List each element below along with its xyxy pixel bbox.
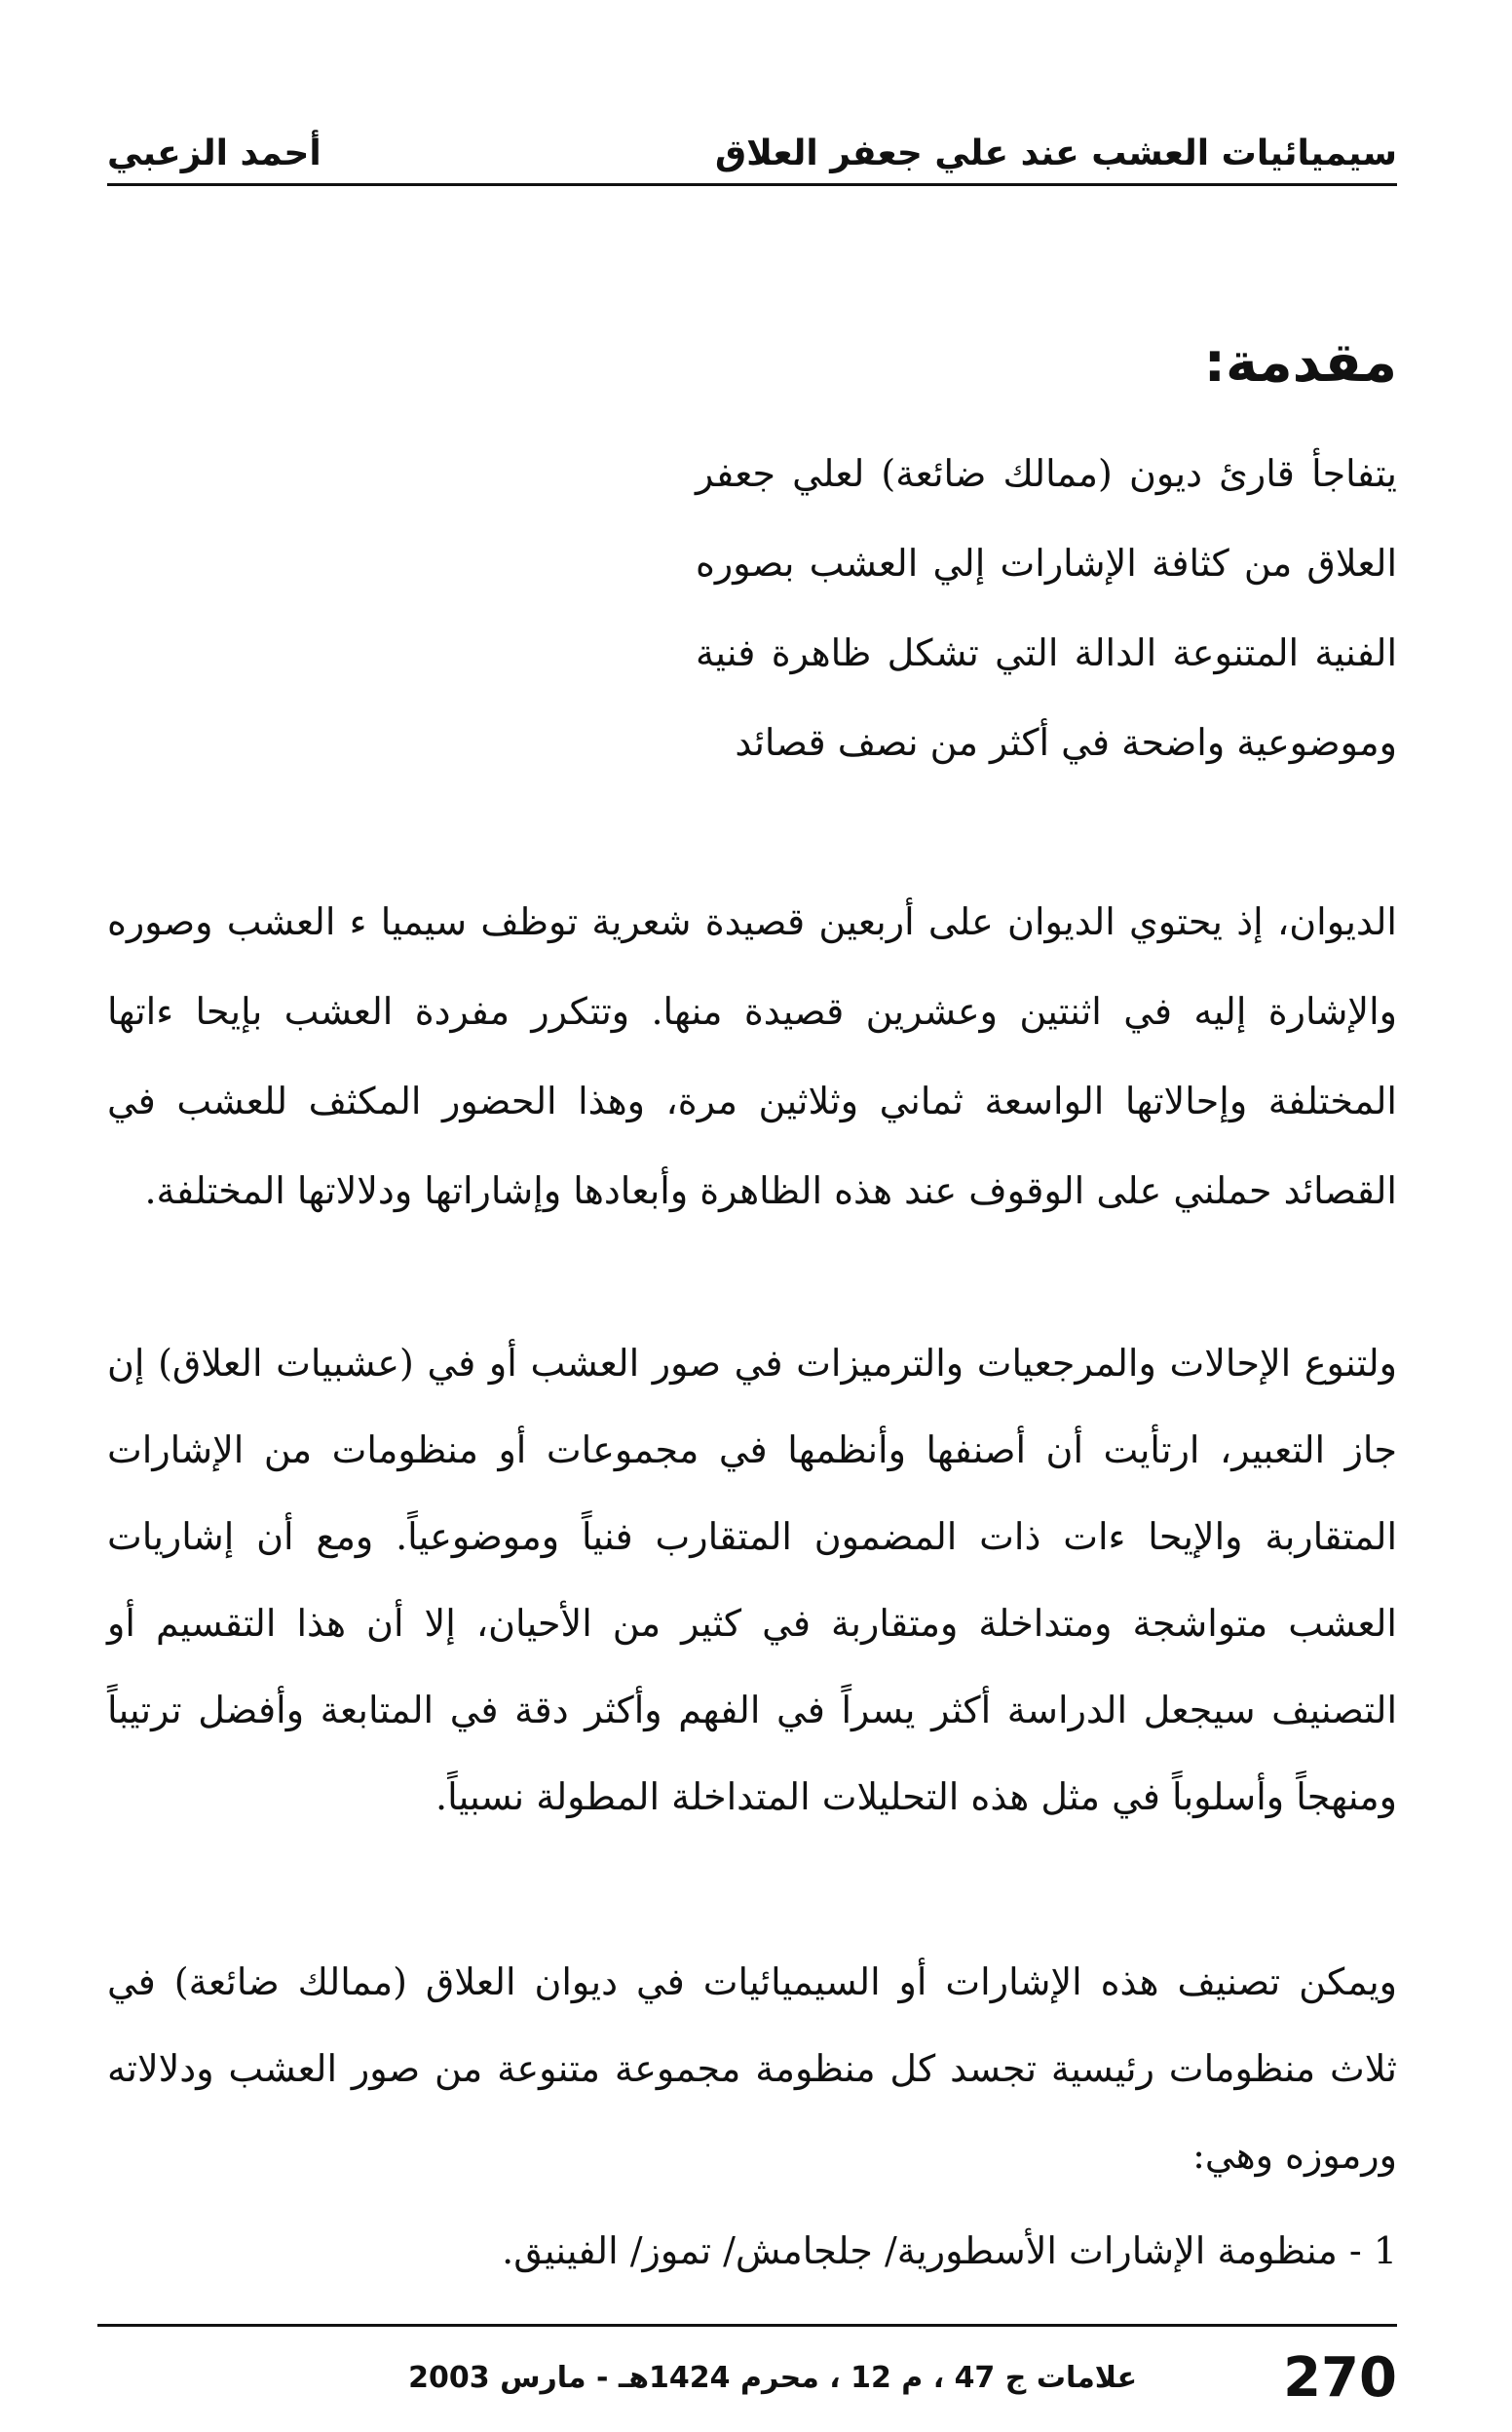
list-item-1: 1 - منظومة الإشارات الأسطورية/ جلجامش/ تموز/ الفينيق. xyxy=(502,2229,1397,2272)
page-footer xyxy=(107,2338,1397,2416)
journal-citation: علامات ج 47 ، م 12 ، محرم 1424هـ - مارس 2003 xyxy=(408,2360,1138,2395)
page-number: 270 xyxy=(1283,2345,1397,2410)
intro-wrapped-text: يتفاجأ قارئ ديون (ممالك ضائعة) لعلي جعفر العلاق من كثافة الإشارات إلي العشب بصوره الفنية المتنوعة الدالة التي تشكل ظاهرة فنية وموضوعية واضحة في أكثر من نصف قصائد xyxy=(696,452,1397,764)
intro-paragraph-continued: الديوان، إذ يحتوي الديوان على أربعين قصيدة شعرية توظف سيميا ء العشب وصوره والإشارة إليه في اثنتين وعشرين قصيدة منها. وتتكرر مفردة العشب بإيحا ءاتها المختلفة وإحالاتها الواسعة ثماني وثلاثين مرة، وهذا الحضور المكثف للعشب في القصائد حملني على الوقوف عند هذه الظاهرة وأبعادها وإشاراتها ودلالاتها المختلفة. xyxy=(107,900,1397,1212)
body-paragraph-2: ولتنوع الإحالات والمرجعيات والترميزات في صور العشب أو في (عشبيات العلاق) إن جاز التعبير، ارتأيت أن أصنفها وأنظمها في مجموعات أو منظومات من الإشارات المتقاربة والإيحا ءات ذات المضمون المتقارب فنياً وموضوعياً. ومع أن إشاريات العشب متواشجة ومتداخلة ومتقاربة في كثير من الأحيان، إلا أن هذا التقسيم أو التصنيف سيجعل الدراسة أكثر يسراً في الفهم وأكثر دقة في المتابعة وأفضل ترتيباً ومنهجاً وأسلوباً في مثل هذه التحليلات المتداخلة المطولة نسبياً. xyxy=(107,1342,1397,1818)
running-header xyxy=(107,109,1397,186)
footer-divider xyxy=(97,2324,1397,2327)
author-name: أحمد الزعبي xyxy=(107,133,321,173)
section-heading: مقدمة: xyxy=(1203,331,1397,395)
article-title: سيميائيات العشب عند علي جعفر العلاق xyxy=(715,133,1397,173)
body-paragraph-3: ويمكن تصنيف هذه الإشارات أو السيميائيات في ديوان العلاق (ممالك ضائعة) في ثلاث منظومات رئيسية تجسد كل منظومة مجموعة متنوعة من صور العشب ودلالاته ورموزه وهي: xyxy=(107,1960,1397,2177)
